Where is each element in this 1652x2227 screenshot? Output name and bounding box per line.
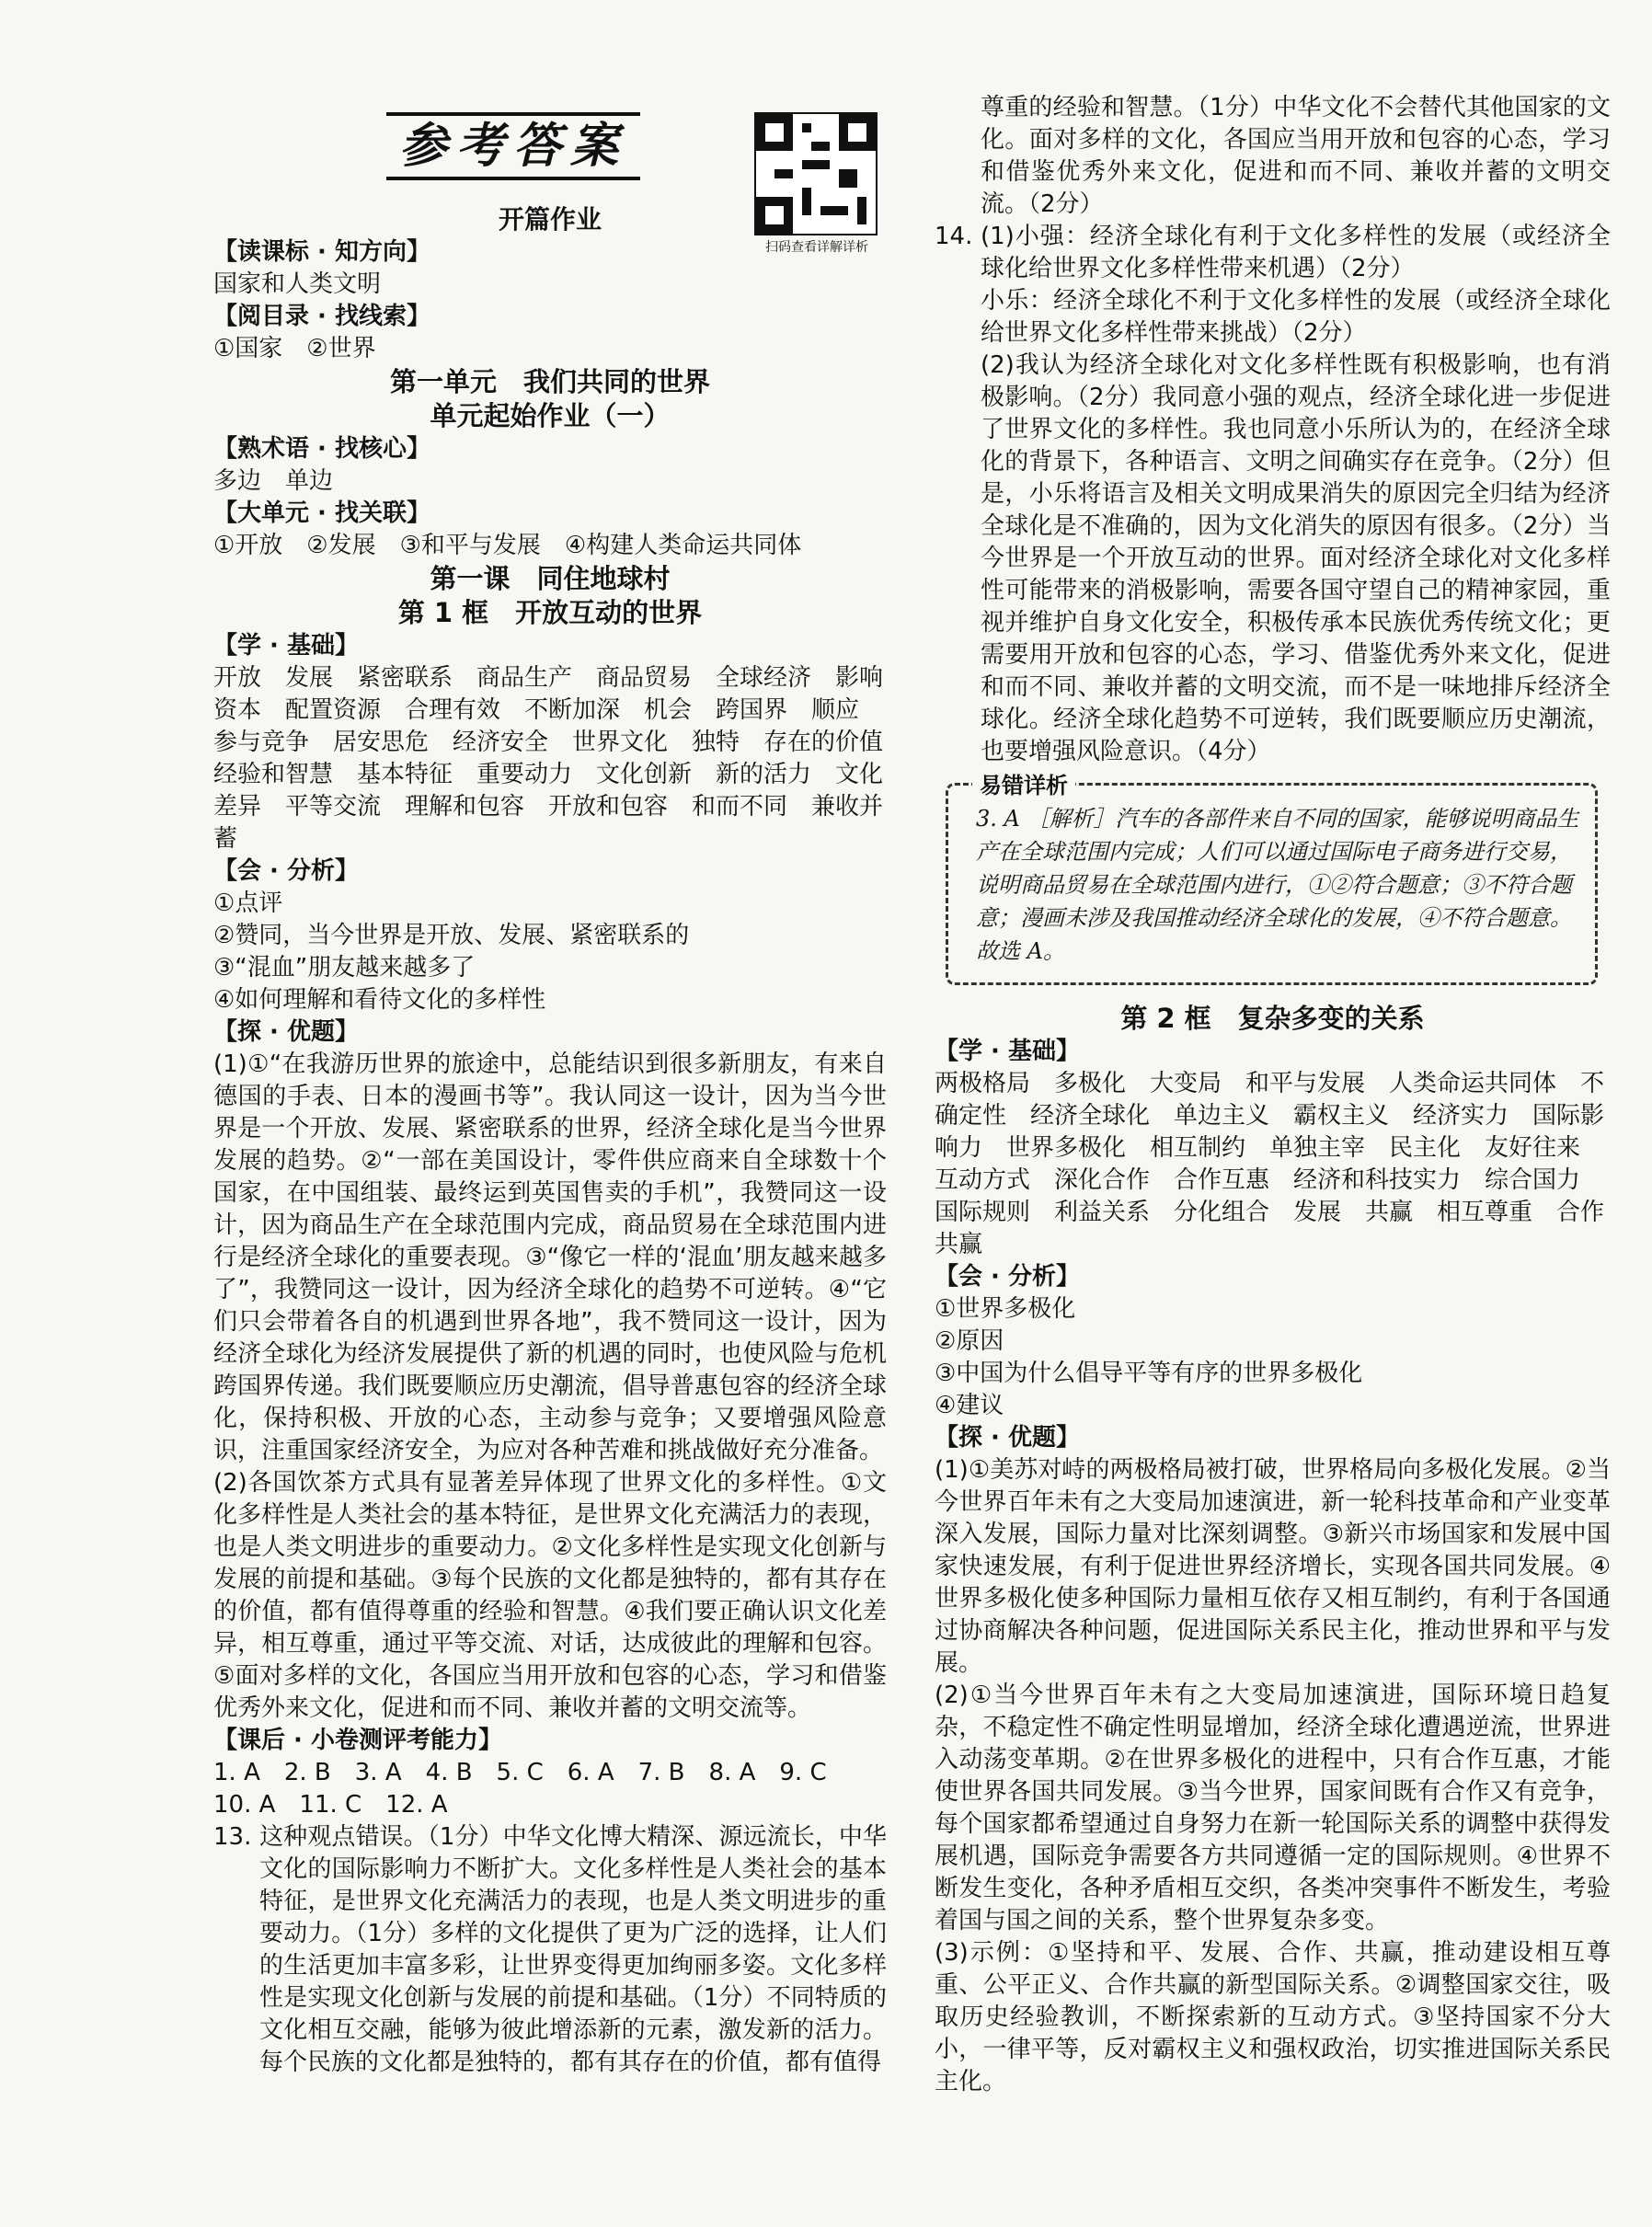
hui2-item-1: ①世界多极化 xyxy=(935,1295,1076,1323)
section-dukebiao: 【读课标 · 知方向】 xyxy=(213,238,430,266)
qr-caption: 扫码查看详解详析 xyxy=(765,240,868,255)
section-xue: 【学 · 基础】 xyxy=(213,632,359,660)
q13-text: 这种观点错误。（1分）中华文化博大精深、源远流长，中华文化的国际影响力不断扩大。文化多样性是人类社会的基本特征，是世界文化充满活力的表现，也是人类文明进步的重要动力。（1分）多样的文化提供了更为广泛的选择，让人们的生活更加丰富多彩，让世界变得更加绚丽多姿。文化多样性是实现文化创新与发展的前提和基础。（1分）不同特质的文化相互交融，能够为彼此增添新的元素，激发新的活力。每个民族的文化都是独特的，都有其存在的价值，都有值得 xyxy=(259,1823,887,2076)
section-tan2: 【探 · 优题】 xyxy=(935,1424,1080,1452)
q13-continued: 尊重的经验和智慧。（1分）中华文化不会替代其他国家的文化。面对多样的文化，各国应当用开放和包容的心态，学习和借鉴优秀外来文化，促进和而不同、兼收并蓄的文明交流。（2分） xyxy=(981,94,1611,218)
error-analysis-heading: 易错详析 xyxy=(972,769,1075,802)
q14-number: 14. xyxy=(935,223,973,250)
yuemulu-text: ①国家 ②世界 xyxy=(213,335,376,362)
q14-text-1: (1)小强：经济全球化有利于文化多样性的发展（或经济全球化给世界文化多样性带来机遇）（2分） xyxy=(981,223,1611,282)
dukebiao-text: 国家和人类文明 xyxy=(213,270,382,298)
tan2-answer-2: (2)①当今世界百年未有之大变局加速演进，国际环境日趋复杂，不稳定性不确定性明显增加，经济全球化遭遇逆流，世界进入动荡变革期。②在世界多极化的进程中，只有合作互惠，才能使世界各国共同发展。③当今世界，国家间既有合作又有竞争，每个国家都希望通过自身努力在新一轮国际关系的调整中获得发展机遇，国际竞争需要各方共同遵循一定的国际规则。④世界不断发生变化，各种矛盾相互交织，各类冲突事件不断发生，考验着国与国之间的关系，整个世界复杂多变。 xyxy=(935,1682,1611,1934)
lesson-heading: 第一课 同住地球村 xyxy=(430,563,671,594)
section-hui2: 【会 · 分析】 xyxy=(935,1263,1080,1291)
kaipian-heading: 开篇作业 xyxy=(498,204,602,235)
page-title: 参考答案 xyxy=(386,112,640,180)
section-tan: 【探 · 优题】 xyxy=(213,1018,359,1046)
answers-row-2: 10. A 11. C 12. A xyxy=(213,1791,448,1819)
hui-item-3: ③“混血”朋友越来越多了 xyxy=(213,954,476,981)
hui2-item-2: ②原因 xyxy=(935,1327,1004,1355)
xue2-terms: 两极格局 多极化 大变局 和平与发展 人类命运共同体 不确定性 经济全球化 单边主义 霸权主义 经济实力 国际影响力 世界多极化 相互制约 单独主宰 民主化 友好往来 互动方式 深化合作 合作互惠 经济和科技实力 综合国力 国际规则 利益关系 分化组合 发展 共赢 相互尊重 合作共赢 xyxy=(935,1070,1605,1258)
hui2-item-4: ④建议 xyxy=(935,1392,1004,1419)
tan-answer-2: (2)各国饮茶方式具有显著差异体现了世界文化的多样性。①文化多样性是人类社会的基本特征，是世界文化充满活力的表现，也是人类文明进步的重要动力。②文化多样性是实现文化创新与发展的前提和基础。③每个民族的文化都是独特的，都有其存在的价值，都有值得尊重的经验和智慧。④我们要正确认识文化差异，相互尊重，通过平等交流、对话，达成彼此的理解和包容。⑤面对多样的文化，各国应当用开放和包容的心态，学习和借鉴优秀外来文化，促进和而不同、兼收并蓄的文明交流等。 xyxy=(213,1469,887,1722)
tan2-answer-3: (3)示例：①坚持和平、发展、合作、共赢，推动建设相互尊重、公平正义、合作共赢的新型国际关系。②调整国家交往，吸取历史经验教训，不断探索新的互动方式。③坚持国家不分大小，一律平等，反对霸权主义和强权政治，切实推进国际关系民主化。 xyxy=(935,1939,1611,2095)
dadanyuan-text: ①开放 ②发展 ③和平与发展 ④构建人类命运共同体 xyxy=(213,532,802,559)
q14-part2: 小乐：经济全球化不利于文化多样性的发展（或经济全球化给世界文化多样性带来挑战）（2分） xyxy=(981,287,1611,347)
error-analysis-box xyxy=(946,773,1598,985)
right-column xyxy=(935,92,1611,2098)
section-kehou: 【课后 · 小卷测评考能力】 xyxy=(213,1727,502,1754)
q13-answer xyxy=(213,1821,887,2079)
tan2-answer-1: (1)①美苏对峙的两极格局被打破，世界格局向多极化发展。②当今世界百年未有之大变局加速演进，新一轮科技革命和产业变革深入发展，国际力量对比深刻调整。③新兴市场国家和发展中国家快速发展，有利于促进世界经济增长，实现各国共同发展。④世界多极化使多种国际力量相互依存又相互制约，有利于各国通过协商解决各种问题，促进国际关系民主化，推动世界和平与发展。 xyxy=(935,1456,1611,1677)
left-column xyxy=(213,92,908,2079)
hui-item-4: ④如何理解和看待文化的多样性 xyxy=(213,986,546,1014)
hui-item-2: ②赞同，当今世界是开放、发展、紧密联系的 xyxy=(213,922,690,949)
unit-heading: 第一单元 我们共同的世界 xyxy=(389,366,710,397)
shushuyu-text: 多边 单边 xyxy=(213,467,334,495)
frame1-heading: 第 1 框 开放互动的世界 xyxy=(397,597,703,628)
section-shushuyu: 【熟术语 · 找核心】 xyxy=(213,435,430,463)
section-yuemulu: 【阅目录 · 找线索】 xyxy=(213,303,430,330)
unit-start-heading: 单元起始作业（一） xyxy=(430,400,671,431)
answers-row-1: 1. A 2. B 3. A 4. B 5. C 6. A 7. B 8. A 9. C xyxy=(213,1759,827,1786)
q14-part1 xyxy=(935,221,1611,285)
hui-item-1: ①点评 xyxy=(213,890,283,917)
frame2-heading: 第 2 框 复杂多变的关系 xyxy=(1120,1003,1425,1034)
section-xue2: 【学 · 基础】 xyxy=(935,1038,1080,1065)
hui2-item-3: ③中国为什么倡导平等有序的世界多极化 xyxy=(935,1360,1363,1387)
q14-part3: (2)我认为经济全球化对文化多样性既有积极影响，也有消极影响。（2分）我同意小强的观点，经济全球化进一步促进了世界文化的多样性。我也同意小乐所认为的，在经济全球化的背景下，各种语言、文明之间确实存在竞争。（2分）但是，小乐将语言及相关文明成果消失的原因完全归结为经济全球化是不准确的，因为文化消失的原因有很多。（2分）当今世界是一个开放互动的世界。面对经济全球化对文化多样性可能带来的消极影响，需要各国守望自己的精神家园，重视并维护自身文化安全，积极传承本民族优秀传统文化；更需要用开放和包容的心态，学习、借鉴优秀外来文化，促进和而不同、兼收并蓄的文明交流，而不是一味地排斥经济全球化。经济全球化趋势不可逆转，我们既要顺应历史潮流，也要增强风险意识。（4分） xyxy=(981,351,1611,765)
q13-number: 13. xyxy=(213,1823,252,1851)
xue-terms: 开放 发展 紧密联系 商品生产 商品贸易 全球经济 影响 资本 配置资源 合理有效 不断加深 机会 跨国界 顺应 参与竞争 居安思危 经济安全 世界文化 独特 存在的价值 经验和智慧 基本特征 重要动力 文化创新 新的活力 文化差异 平等交流 理解和包容 开放和包容 和而不同 兼收并蓄 xyxy=(213,664,908,853)
error-analysis-text: 3. A ［解析］汽车的各部件来自不同的国家，能够说明商品生产在全球范围内完成；人们可以通过国际电子商务进行交易，说明商品贸易在全球范围内进行，①②符合题意；③不符合题意；漫画未涉及我国推动经济全球化的发展，④不符合题意。故选 A。 xyxy=(976,806,1579,964)
tan-answer-1: (1)①“在我游历世界的旅途中，总能结识到很多新朋友，有来自德国的手表、日本的漫画书等”。我认同这一设计，因为当今世界是一个开放、发展、紧密联系的世界，经济全球化是当今世界发展的趋势。②“一部在美国设计，零件供应商来自全球数十个国家，在中国组装、最终运到英国售卖的手机”，我赞同这一设计，因为商品生产在全球范围内完成，商品贸易在全球范围内进行是经济全球化的重要表现。③“像它一样的‘混血’朋友越来越多了”，我赞同这一设计，因为经济全球化的趋势不可逆转。④“它们只会带着各自的机遇到世界各地”，我不赞同这一设计，因为经济全球化为经济发展提供了新的机遇的同时，也使风险与危机跨国界传递。我们既要顺应历史潮流，倡导普惠包容的经济全球化，保持积极、开放的心态，主动参与竞争；又要增强风险意识，注重国家经济安全，为应对各种苦难和挑战做好充分准备。 xyxy=(213,1050,887,1464)
section-dadanyuan: 【大单元 · 找关联】 xyxy=(213,499,430,527)
section-hui: 【会 · 分析】 xyxy=(213,857,359,885)
